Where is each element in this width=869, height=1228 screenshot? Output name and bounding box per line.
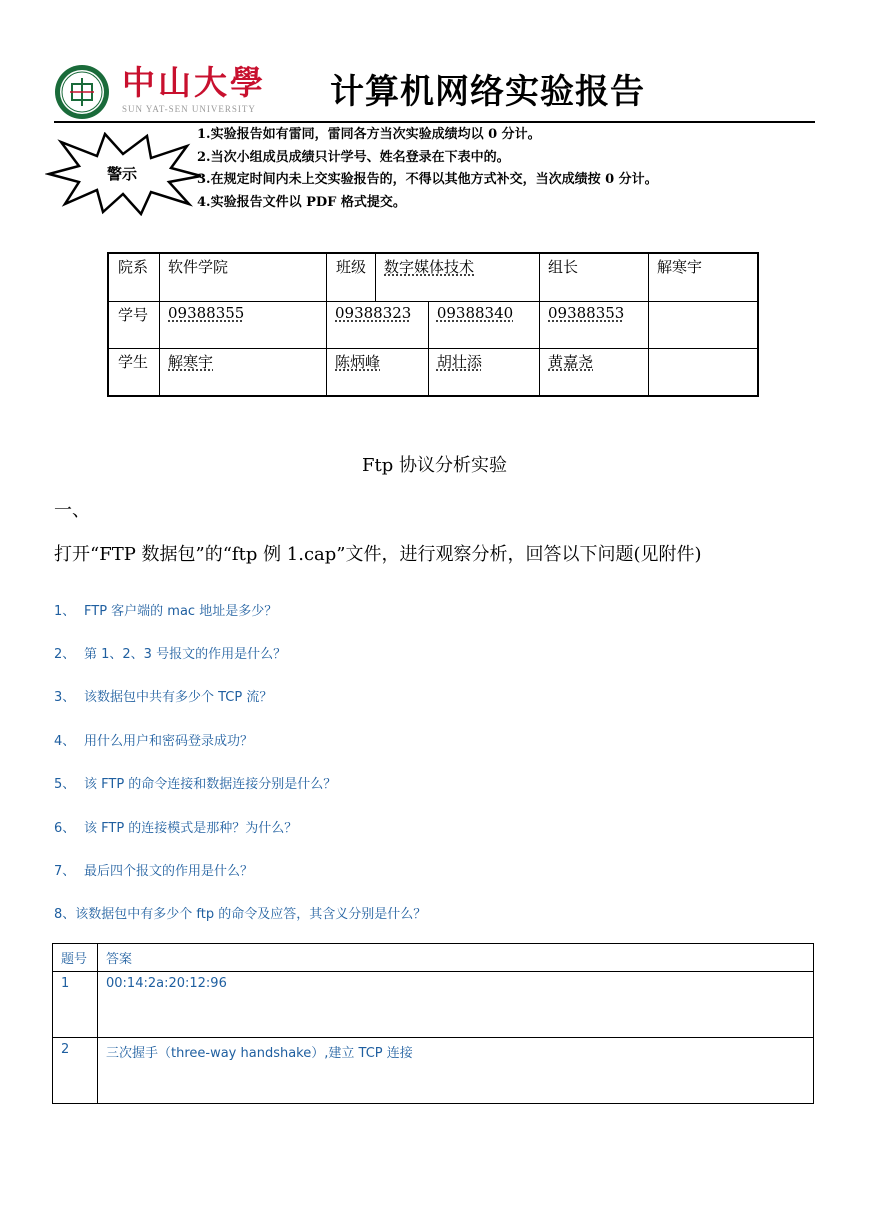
question-text: 该数据包中有多少个 ftp 的命令及应答，其含义分别是什么？ (75, 907, 427, 922)
answer-text: 三次握手（three-way handshake）,建立 TCP 连接 (98, 1038, 814, 1104)
question-item (54, 600, 277, 619)
class-label: 班级 (327, 253, 376, 301)
table-row (53, 1038, 814, 1104)
section-number: 一、 (54, 500, 90, 521)
university-name-cn: 中山大學 (122, 63, 266, 102)
question-item (54, 773, 336, 792)
warning-list (197, 124, 658, 214)
answer-number: 1 (53, 972, 98, 1038)
warning-item: 3.在规定时间内未上交实验报告的，不得以其他方式补交，当次成绩按 0 分计。 (197, 172, 658, 187)
leader-label: 组长 (540, 253, 649, 301)
question-text: 最后四个报文的作用是什么？ (84, 864, 254, 879)
question-text: FTP 客户端的 mac 地址是多少？ (84, 604, 278, 619)
warning-item: 2.当次小组成员成绩只计学号、姓名登录在下表中的。 (197, 149, 510, 165)
university-seal-icon (54, 64, 110, 120)
experiment-intro: 打开“FTP 数据包”的“ftp 例 1.cap”文件，进行观察分析，回答以下问题(见附件) (54, 544, 702, 565)
dept-label: 院系 (108, 253, 160, 301)
dept-value: 软件学院 (160, 253, 327, 301)
question-number: 4、 (54, 734, 76, 749)
answer-number: 2 (53, 1038, 98, 1104)
warning-item: 1.实验报告如有雷同，雷同各方当次实验成绩均以 0 分计。 (197, 127, 541, 142)
answer-col-num: 题号 (53, 944, 98, 972)
warning-burst-icon (45, 132, 205, 216)
student-id: 09388355 (168, 303, 245, 322)
student-id: 09388323 (335, 303, 412, 322)
student-label: 学生 (108, 348, 160, 396)
leader-value: 解寒宇 (649, 253, 759, 301)
question-text: 该 FTP 的连接模式是那种？为什么？ (84, 821, 298, 836)
question-number: 2、 (54, 647, 76, 662)
question-number: 1、 (54, 604, 76, 619)
question-text: 用什么用户和密码登录成功？ (84, 734, 254, 749)
question-item (54, 730, 253, 749)
student-name (649, 348, 759, 396)
question-item (54, 643, 286, 662)
student-name: 解寒宇 (168, 352, 214, 371)
question-number: 7、 (54, 864, 76, 879)
question-number: 8、 (54, 907, 76, 922)
student-id: 09388340 (436, 303, 514, 322)
header-divider (54, 121, 815, 123)
class-value: 数字媒体技术 (384, 258, 475, 276)
student-name: 黄嘉尧 (548, 352, 594, 371)
question-text: 该 FTP 的命令连接和数据连接分别是什么？ (84, 777, 337, 792)
report-title: 计算机网络实验报告 (330, 72, 645, 112)
answer-table (52, 943, 814, 1104)
answer-col-answer: 答案 (98, 944, 814, 972)
question-number: 3、 (54, 690, 76, 705)
question-text: 第 1、2、3 号报文的作用是什么？ (84, 647, 287, 662)
student-name: 陈炳峰 (335, 352, 381, 371)
university-logo (54, 64, 269, 120)
question-text: 该数据包中共有多少个 TCP 流？ (84, 690, 273, 705)
warning-label: 警示 (107, 165, 138, 183)
table-row (53, 972, 814, 1038)
question-number: 5、 (54, 777, 76, 792)
student-name: 胡壮添 (436, 352, 482, 371)
question-number: 6、 (54, 821, 76, 836)
question-item (54, 686, 272, 705)
member-table (107, 252, 759, 397)
warning-item: 4.实验报告文件以 PDF 格式提交。 (197, 194, 406, 210)
question-item (54, 860, 253, 879)
student-id: 09388353 (548, 303, 625, 322)
university-name-en: SUN YAT-SEN UNIVERSITY (122, 104, 256, 114)
answer-text: 00:14:2a:20:12:96 (98, 972, 814, 1038)
question-item (54, 817, 297, 836)
question-item (54, 903, 426, 922)
id-label: 学号 (108, 301, 160, 348)
student-id (649, 301, 759, 348)
experiment-title: Ftp 协议分析实验 (362, 455, 507, 476)
